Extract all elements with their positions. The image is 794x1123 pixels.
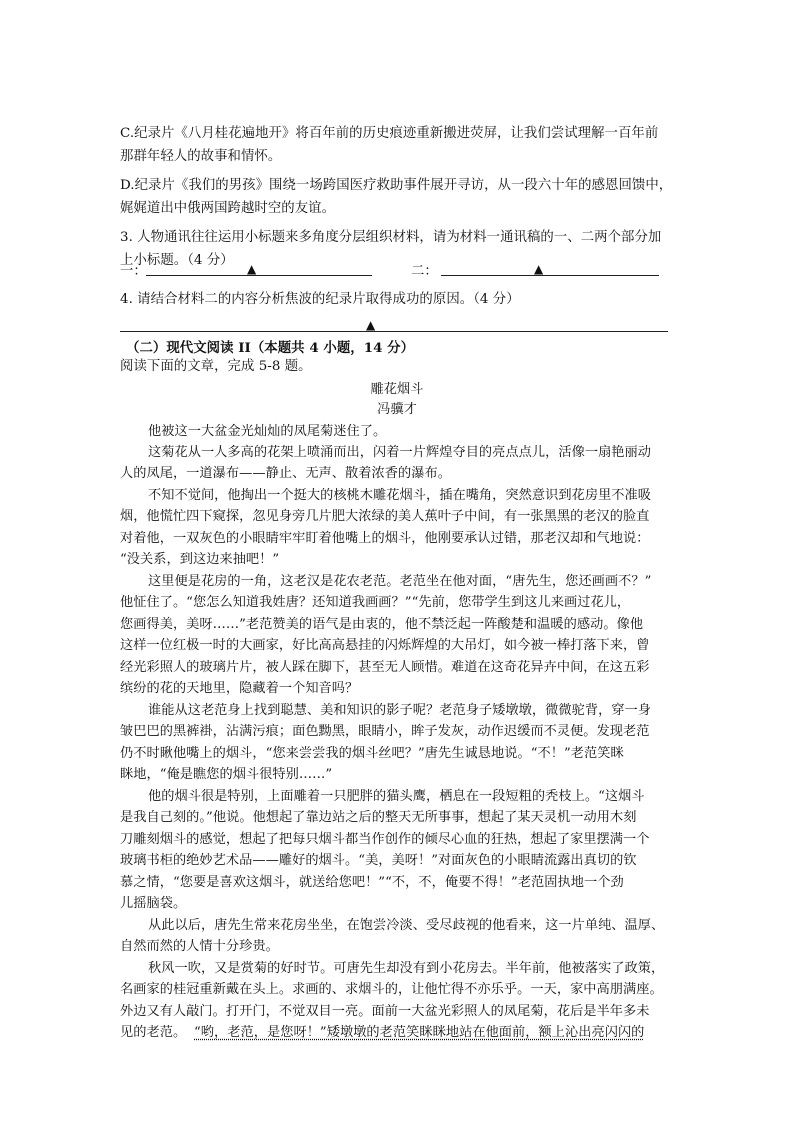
- story-author: 冯骥才: [377, 402, 417, 417]
- story-line: 这里便是花房的一角，这老汉是花农老范。老范坐在他对面，“唐先生，您还画画不？”: [148, 574, 652, 589]
- answer-blank-2[interactable]: [441, 275, 659, 276]
- story-line: 见的老范。: [120, 1025, 187, 1040]
- story-line: 谁能从这老范身上找到聪慧、美和知识的影子呢？老范身子矮墩墩，微微驼背，穿一身: [148, 703, 652, 718]
- section-instruction: 阅读下面的文章，完成 5-8 题。: [120, 359, 312, 374]
- story-line: “哟，老范，是您呀！”矮墩墩的老范笑眯眯地站在他面前，额上沁出亮闪闪的: [194, 1025, 645, 1040]
- option-d-line-2: 娓娓道出中俄两国跨越时空的友谊。: [120, 201, 336, 216]
- triangle-marker-icon: ▲: [247, 262, 257, 276]
- option-d-line-1: D.纪录片《我们的男孩》围绕一场跨国医疗救助事件展开寻访，从一段六十年的感恩回馈中，: [120, 178, 673, 193]
- story-line: 烟，他慌忙四下窥探，忽见身旁几片肥大浓绿的美人蕉叶子中间，有一张黑黑的老汉的脸直: [120, 509, 650, 524]
- story-line: 秋风一吹，又是赏菊的好时节。可唐先生却没有到小花房去。半年前，他被落实了政策，: [148, 961, 665, 976]
- story-line: 这样一位红极一时的大画家，好比高高悬挂的闪烁辉煌的大吊灯，如今被一棒打落下来，曾: [120, 638, 650, 653]
- story-line: 从此以后，唐先生常来花房坐坐，在饱尝冷淡、受尽歧视的他看来，这一片单纯、温厚、: [148, 918, 665, 933]
- section-heading: （二）现代文阅读 II（本题共 4 小题，14 分）: [126, 340, 415, 356]
- story-line: 他怔住了。“您怎么知道我姓唐？还知道我画画？”“先前，您带学生到这儿来画过花儿，: [120, 595, 631, 610]
- story-line: 皱巴巴的黑裤褂，沾满污痕；面色黝黑，眼睛小，眸子发灰，动作迟缓而不灵便。发现老范: [120, 724, 650, 739]
- answer-blank-1[interactable]: [146, 275, 372, 276]
- story-line: 他的烟斗很是特别，上面雕着一只肥胖的猫头鹰，栖息在一段短粗的秃枝上。“这烟斗: [148, 789, 645, 804]
- story-line: 外边又有人敲门。打开门，不觉双目一亮。面前一大盆光彩照人的凤尾菊，花后是半年多未: [120, 1004, 650, 1019]
- story-line: 眯地，“俺是瞧您的烟斗很特别……”: [120, 767, 333, 782]
- story-line: 儿摇脑袋。: [120, 896, 187, 911]
- story-line: 这菊花从一人多高的花架上喷涌而出，闪着一片辉煌夺目的亮点点儿，活像一扇艳丽动: [148, 445, 652, 460]
- story-line: 人的凤尾，一道瀑布——静止、无声、散着浓香的瀑布。: [120, 466, 451, 481]
- story-line: “没关系，到这边来抽吧！”: [120, 552, 280, 567]
- story-title: 雕花烟斗: [370, 382, 424, 397]
- question-3-line-1: 3. 人物通讯往往运用小标题来多角度分层组织材料，请为材料一通讯稿的一、二两个部分加: [120, 230, 662, 245]
- answer-label-1: 一：: [120, 264, 147, 279]
- story-line: 名画家的桂冠重新戴在头上。求画的、求烟斗的，让他忙得不亦乐乎。一天，家中高朋满座。: [120, 982, 663, 997]
- story-line: 仍不时瞅他嘴上的烟斗，“您来尝尝我的烟斗丝吧？”唐先生诚恳地说。“不！”老范笑眯: [120, 746, 624, 761]
- story-line: 您画得美，美呀……”老范赞美的语气是由衷的，他不禁泛起一阵酸楚和温暖的感动。像他: [120, 617, 644, 632]
- triangle-marker-icon: ▲: [534, 262, 544, 276]
- question-3-line-2: 上小标题。（4 分）: [120, 253, 234, 268]
- triangle-marker-icon: ▲: [366, 318, 376, 332]
- story-line: 缤纷的花的天地里，隐藏着一个知音吗？: [120, 681, 359, 696]
- story-line: 对着他，一双灰色的小眼睛牢牢盯着他嘴上的烟斗，他刚要承认过错，那老汉却和气地说：: [120, 531, 650, 546]
- story-line: 是我自己刻的。”他说。他想起了靠边站之后的整天无所事事，想起了某天灵机一动用木刻: [120, 810, 637, 825]
- question-4-line-1: 4. 请结合材料二的内容分析焦波的纪录片取得成功的原因。（4 分）: [120, 292, 520, 307]
- option-c-line-1: C.纪录片《八月桂花遍地开》将百年前的历史痕迹重新搬进荧屏，让我们尝试理解一百年前: [120, 126, 659, 141]
- story-line: 自然而然的人情十分珍贵。: [120, 939, 279, 954]
- option-c-line-2: 那群年轻人的故事和情怀。: [120, 149, 282, 164]
- story-line: 玻璃书柜的绝妙艺术品——雕好的烟斗。“美，美呀！”对面灰色的小眼睛流露出真切的钦: [120, 853, 637, 868]
- story-line: 刀雕刻烟斗的感觉，想起了把每只烟斗都当作创作的倾尽心血的狂热，想起了家里摆满一个: [120, 832, 650, 847]
- story-line: 他被这一大盆金光灿灿的凤尾菊迷住了。: [148, 424, 387, 439]
- answer-label-2: 二：: [411, 264, 438, 279]
- story-line: 不知不觉间，他掏出一个挺大的核桃木雕花烟斗，插在嘴角，突然意识到花房里不准吸: [148, 488, 652, 503]
- story-line: 经光彩照人的玻璃片片，被人踩在脚下，甚至无人顾惜。难道在这奇花异卉中间，在这五彩: [120, 660, 650, 675]
- story-line: 慕之情，“您要是喜欢这烟斗，就送给您吧！”“不，不，俺要不得！”老范固执地一个劲: [120, 875, 624, 890]
- answer-blank-4[interactable]: [120, 331, 668, 332]
